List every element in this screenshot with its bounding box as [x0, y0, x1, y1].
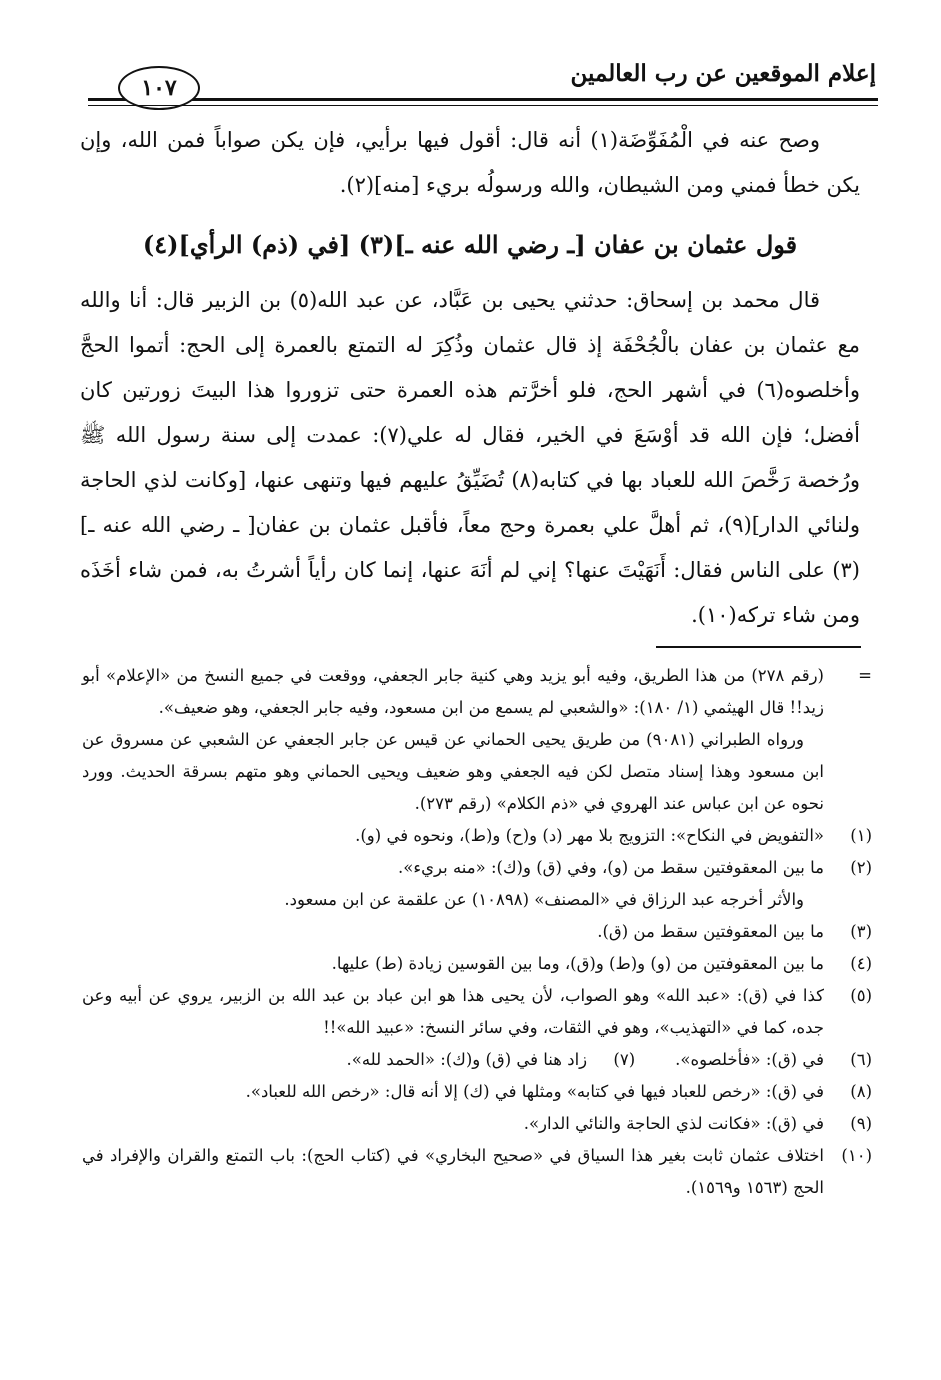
footnote-number: (٦) [850, 1050, 872, 1069]
footnote-number: (١٠) [841, 1146, 872, 1165]
footnote-number: (٣) [850, 922, 872, 941]
footnote-number: (٥) [850, 986, 872, 1005]
footnote-text: زاد هنا في (ق) و(ك): «الحمد لله». [346, 1050, 588, 1069]
footnote-text: اختلاف عثمان ثابت بغير هذا السياق في «صحيح البخاري» في (كتاب الحج): باب التمتع والقران والإفراد في الحج (١٥٦٣ و١٥٦٩). [82, 1146, 824, 1197]
running-title: إعلام الموقعين عن رب العالمين [570, 60, 876, 87]
footnote-number: (٨) [850, 1082, 872, 1101]
main-text [80, 118, 860, 638]
footnote-text: ما بين المعقوفتين سقط من (ق). [597, 922, 824, 941]
footnote-9 [82, 1108, 872, 1140]
footnote-6 [675, 1044, 872, 1076]
footnote-2 [82, 852, 872, 884]
footnote-subparagraph: والأثر أخرجه عبد الرزاق في «المصنف» (١٠٨٩٨) عن علقمة عن ابن مسعود. [284, 890, 804, 909]
page-number: ١٠٧ [118, 66, 200, 110]
footnotes [82, 660, 872, 1204]
footnote-number: (٧) [613, 1050, 636, 1069]
section-heading: قول عثمان بن عفان [ـ رضي الله عنه ـ](٣) [في (ذم) الرأي](٤) [142, 230, 798, 259]
footnote-text: في (ق): «فكانت لذي الحاجة والنائي الدار». [523, 1114, 824, 1133]
page-header [88, 50, 878, 101]
footnote-number: (١) [850, 826, 872, 845]
footnote-7 [347, 1044, 636, 1076]
footnote-text: ما بين المعقوفتين سقط من (و)، وفي (ق) و(ك): «منه بريء». [398, 858, 824, 877]
footnote-text: كذا في (ق): «عبد الله» وهو الصواب، لأن يحيى هذا هو ابن عباد بن عبد الله بن الزبير، يروي عن أبيه وعن جده، كما في «التهذيب»، وهو في الثقات، وفي سائر النسخ: «عبيد الله»!! [82, 986, 824, 1037]
footnote-number: (٤) [850, 954, 872, 973]
footnote-3 [82, 916, 872, 948]
footnote-marker: = [858, 666, 872, 685]
footnote-text: في (ق): «رخص للعباد فيها في كتابه» ومثلها في (ك) إلا أنه قال: «رخص الله للعباد». [245, 1082, 824, 1101]
footnote-text: ما بين المعقوفتين من (و) و(ط) و(ق)، وما بين القوسين زيادة (ط) عليها. [331, 954, 824, 973]
footnote-8 [82, 1076, 872, 1108]
footnote-continuation [82, 660, 872, 724]
footnote-text: في (ق): «فأخلصوه». [675, 1050, 824, 1069]
footnote-4 [82, 948, 872, 980]
paragraph: وصح عنه في الْمُفَوِّضَة(١) أنه قال: أقول فيها برأيي، فإن يكن صواباً فمن الله، وإن يكن خطأ فمني ومن الشيطان، والله ورسولُه بريء [منه](٢). [80, 128, 860, 197]
footnote-text: (رقم ٢٧٨) من هذا الطريق، وفيه أبو يزيد وهي كنية جابر الجعفي، ووقعت في جميع النسخ من «الإعلام» أبو زيد!! قال الهيثمي (١/ ١٨٠): «والشعبي لم يسمع من ابن مسعود، وفيه جابر الجعفي، وهو ضعيف». [82, 666, 824, 717]
footnote-10 [82, 1140, 872, 1204]
footnote-pair [82, 1044, 872, 1076]
footnote-separator [656, 646, 861, 648]
footnote-text: «التفويض في النكاح»: التزويج بلا مهر (د) و(ح) و(ط)، ونحوه في (و). [355, 826, 824, 845]
footnote-1 [82, 820, 872, 852]
footnote-number: (٩) [850, 1114, 872, 1133]
paragraph: قال محمد بن إسحاق: حدثني يحيى بن عَبَّاد، عن عبد الله(٥) بن الزبير قال: أنا والله مع عثمان بن عفان بالْجُحْفَة إذ قال عثمان وذُكِرَ له التمتع بالعمرة إلى الحج: أتموا الحجَّ وأخلصوه(٦) في أشهر الحج، فلو أخرَّتم هذه العمرة حتى تزوروا هذا البيتَ زورتين كان أفضل؛ فإن الله قد أوْسَعَ في الخير، فقال له علي(٧): عمدت إلى سنة رسول الله ﷺ ورُخصة رَخَّصَ الله للعباد بها في كتابه(٨) تُضَيِّقُ عليهم فيها وتنهى عنها، [وكانت لذي الحاجة ولنائي الدار](٩)، ثم أهلَّ علي بعمرة وحج معاً، فأقبل عثمان بن عفان[ ـ رضي الله عنه ـ](٣) على الناس فقال: أَنَهَيْتَ عنها؟ إني لم أنَهَ عنها، إنما كان رأياً أشرتُ به، فمن شاء أخَذَه ومن شاء تركه(١٠). [80, 288, 860, 627]
footnote-subparagraph: ورواه الطبراني (٩٠٨١) من طريق يحيى الحماني عن قيس عن جابر الجعفي عن الشعبي عن مسروق عن ابن مسعود وهذا إسناد متصل لكن فيه الجعفي وهو ضعيف ويحيى الحماني وهو متهم بسرقة الحديث. وورد نحوه عن ابن عباس عند الهروي في «ذم الكلام» (رقم ٢٧٣). [82, 730, 824, 813]
footnote-5 [82, 980, 872, 1044]
footnote-number: (٢) [850, 858, 872, 877]
